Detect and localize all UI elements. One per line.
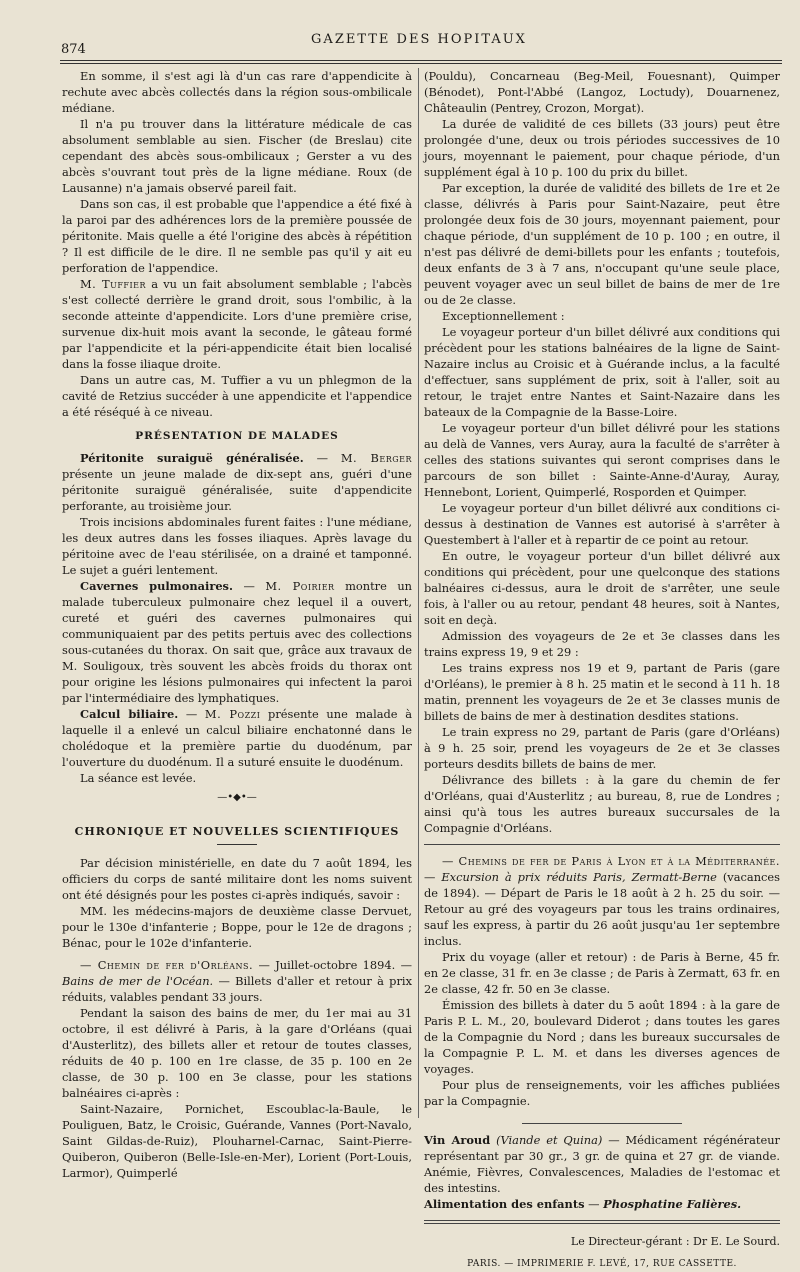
- advertisement: [424, 1132, 780, 1212]
- author-name: M. Poirier: [265, 579, 335, 593]
- paragraph: Le voyageur porteur d'un billet délivré pour les stations au delà de Vannes, vers Auray, aura la faculté de s'arrêter à celles des stations suivantes qui seront comprises dans le parcours de son billet : Sainte-Anne-d'Auray, Auray, Hennebont, Lorient, Quimperlé, Rosporden et Quimper.: [424, 421, 780, 499]
- paragraph: Délivrance des billets : à la gare du chemin de fer d'Orléans, quai d'Austerlitz ; au bureau, 8, rue de Londres ; ainsi qu'à tous les autres bureaux succursales de la Compagnie d'Orléans.: [424, 773, 780, 835]
- ad-subtitle: (Viande et Quina): [490, 1133, 609, 1147]
- divider: [217, 844, 257, 845]
- case-heading: Péritonite suraiguë généralisée.: [80, 451, 304, 465]
- author-name: M. Berger: [340, 451, 412, 465]
- column-divider: [418, 68, 419, 1118]
- paragraph: (Pouldu), Concarneau (Beg-Meil, Fouesnant), Quimper (Bénodet), Pont-l'Abbé (Langoz, Loctudy), Douarnenez, Châteaulin (Pentrey, Crozon, Morgat).: [424, 69, 780, 115]
- paragraph: La durée de validité de ces billets (33 jours) peut être prolongée d'une, deux ou trois périodes successives de 10 jours, moyennant le paiement, pour chaque période, d'un supplément égal à 10 p. 100 du prix du billet.: [424, 117, 780, 179]
- left-column: [62, 68, 412, 1181]
- paragraph: Pour plus de renseignements, voir les affiches publiées par la Compagnie.: [424, 1078, 780, 1108]
- paragraph: La séance est levée.: [80, 771, 197, 785]
- paragraph: MM. les médecins-majors de deuxième classe Dervuet, pour le 130e d'infanterie ; Boppe, pour le 12e de dragons ; Bénac, pour le 102e d'infanterie.: [62, 904, 412, 950]
- ornament: —•◆•—: [217, 792, 257, 803]
- paragraph: Le voyageur porteur d'un billet délivré aux conditions ci-dessus à destination de Vannes est autorisé à s'arrêter à Questembert à l'aller et à repartir de ce point au retour.: [424, 501, 780, 547]
- paragraph: Dans un autre cas, M. Tuffier a vu un phlegmon de la cavité de Retzius succéder à une appendicite et l'appendice a été réséqué à ce niveau.: [62, 373, 412, 419]
- paragraph: Calcul biliaire. — M. Pozzi présente une malade à laquelle il a enlevé un calcul biliaire enchatonné dans le cholédoque et la première partie du duodénum, par l'ouverture du duodénum. Il a suturé ensuite le duodénum.: [62, 707, 413, 769]
- paragraph: Exceptionnellement :: [442, 309, 565, 323]
- divider: [424, 1220, 780, 1224]
- notice-title: Excursion à prix réduits Paris, Zermatt-Berne: [441, 870, 717, 884]
- ad-body: Phosphatine Falières.: [603, 1197, 742, 1211]
- paragraph: Émission des billets à dater du 5 août 1894 : à la gare de Paris P. L. M., 20, boulevard Diderot ; dans toutes les gares de la Compagnie du Nord ; dans les bureaux succursales de la Compagnie P. L. M. et dans les diverses agences de voyages.: [424, 998, 780, 1076]
- divider: [522, 1123, 682, 1124]
- notice-title: Bains de mer de l'Océan.: [62, 974, 214, 988]
- case-heading: Calcul biliaire.: [80, 707, 179, 721]
- section-title: PRÉSENTATION DE MALADES: [135, 430, 339, 442]
- divider: [424, 844, 780, 845]
- paragraph: Trois incisions abdominales furent faites : l'une médiane, les deux autres dans les fosses iliaques. Après lavage du péritoine avec de l'eau stérilisée, on a drainé et tamponné. Le sujet a guéri lentement.: [62, 515, 412, 577]
- paragraph: Par décision ministérielle, en date du 7 août 1894, les officiers du corps de santé militaire dont les noms suivent ont été désignés pour les postes ci-après indiqués, savoir :: [62, 856, 412, 902]
- paragraph: Admission des voyageurs de 2e et 3e classes dans les trains express 19, 9 et 29 :: [424, 629, 780, 659]
- paragraph: [424, 853, 780, 949]
- section-title: CHRONIQUE ET NOUVELLES SCIENTIFIQUES: [74, 825, 400, 838]
- paragraph-text: présente un jeune malade de dix-sept ans, guéri d'une péritonite suraiguë généralisée, suite d'appendicite perforante, au troisième jour.: [62, 467, 412, 513]
- paragraph: Les trains express nos 19 et 9, partant de Paris (gare d'Orléans), le premier à 8 h. 25 matin et le second à 11 h. 18 matin, prennent les voyageurs de 2e et 3e classes munis de billets de bains de mer à destination desdites stations.: [424, 661, 780, 723]
- paragraph: Cavernes pulmonaires. — M. Poirier montre un malade tuberculeux pulmonaire chez lequel il a ouvert, cureté et guéri des cavernes pulmonaires qui communiquaient par des petits pertuis avec des collections sous-cutanées du thorax. On sait que, grâce aux travaux de M. Souligoux, très souvent les abcès froids du thorax ont pour origine les lésions pulmonaires qui infectent la paroi par l'intermédiaire des lymphatiques.: [62, 579, 413, 705]
- paragraph-text: montre un malade tuberculeux pulmonaire chez lequel il a ouvert, cureté et guéri des cavernes pulmonaires qui communiquaient par des petits pertuis avec des collections sous-cutanées du thorax. On sait que, grâce aux travaux de M. Souligoux, très souvent les abcès froids du thorax ont pour origine les lésions pulmonaires qui infectent la paroi par l'intermédiaire des lymphatiques.: [62, 579, 413, 705]
- paragraph-text: a vu un fait absolument semblable ; l'abcès s'est collecté derrière le grand droit, sous l'ombilic, à la seconde atteinte d'appendicite. Lors d'une première crise, survenue dix-huit mois avant la seconde, le gâteau formé par l'appendicite et la péri-appendicite était bien localisé dans la fosse iliaque droite.: [62, 277, 412, 371]
- paragraph: En somme, il s'est agi là d'un cas rare d'appendicite à rechute avec abcès collectés dans la région sous-ombilicale médiane.: [62, 69, 412, 115]
- ad-text: [424, 1132, 780, 1196]
- page-number: 874: [61, 42, 86, 57]
- paragraph: Par exception, la durée de validité des billets de 1re et 2e classe, délivrés à Paris pour Saint-Nazaire, peut être prolongée deux fois de 30 jours, moyennant paiement, pour chaque période, d'un supplément de 10 p. 100 ; en outre, il n'est pas délivré de demi-billets pour les enfants ; toutefois, deux enfants de 3 à 7 ans, n'occupant qu'une seule place, peuvent voyager avec un seul billet de bains de mer de 1re ou de 2e classe.: [424, 181, 780, 307]
- page-header: [55, 28, 783, 58]
- paragraph-text: — Juillet-octobre 1894. —: [253, 958, 412, 972]
- paragraph: Péritonite suraiguë généralisée. — M. Berger présente un jeune malade de dix-sept ans, guéri d'une péritonite suraiguë généralisée, suite d'appendicite perforante, au troisième jour.: [62, 451, 412, 513]
- paragraph: En outre, le voyageur porteur d'un billet délivré aux conditions qui précèdent, pour une quelconque des stations balnéaires ci-dessus, aura le droit de s'arrêter, une seule fois, à l'aller ou au retour, pendant 48 heures, soit à Nantes, soit en deçà.: [424, 549, 780, 627]
- paragraph: Saint-Nazaire, Pornichet, Escoublac-la-Baule, le Pouliguen, Batz, le Croisic, Guérande, Vannes (Port-Navalo, Saint Gildas-de-Ruiz), Plouharnel-Carnac, Saint-Pierre-Quiberon, Quiberon (Belle-Isle-en-Mer), Lorient (Port-Louis, Larmor), Quimperlé: [62, 1102, 412, 1180]
- right-column: [424, 68, 780, 1272]
- paragraph-text: —: [424, 870, 442, 884]
- paragraph: Le voyageur porteur d'un billet délivré aux conditions qui précèdent pour les stations balnéaires de la ligne de Saint-Nazaire inclus au Croisic et à Guérande inclus, a la faculté d'effectuer, sans supplément de prix, soit à l'aller, soit au retour, le trajet entre Nantes et Saint-Nazaire dans les bateaux de la Compagnie de la Basse-Loire.: [424, 325, 780, 419]
- paragraph: Dans son cas, il est probable que l'appendice a été fixé à la paroi par des adhérences lors de la première poussée de péritonite. Mais quelle a été l'origine des abcès à répétition ? Il est difficile de le dire. Il ne semble pas qu'il y ait eu perforation de l'appendice.: [62, 197, 412, 275]
- signature: Le Directeur-gérant : Dr E. Le Sourd.: [570, 1235, 780, 1248]
- case-heading: Cavernes pulmonaires.: [80, 579, 233, 593]
- paragraph-text: — Billets d'aller et retour à prix réduits, valables pendant 33 jours.: [62, 974, 412, 1004]
- paragraph-text: présente une malade à laquelle il a enlevé un calcul biliaire enchatonné dans le cholédoque et la première partie du duodénum, par l'ouverture du duodénum. Il a suturé ensuite le duodénum.: [62, 707, 413, 769]
- ad-heading: Vin Aroud: [424, 1133, 491, 1147]
- author-name: M. Tuffier: [80, 277, 146, 291]
- ad-heading: Alimentation des enfants: [424, 1197, 585, 1211]
- paragraph: [62, 957, 412, 1005]
- ad-body: — Médicament régénérateur représentant par 30 gr., 3 gr. de quina et 27 gr. de viande. Anémie, Fièvres, Convalescences, Maladies de l'estomac et des intestins.: [424, 1133, 780, 1195]
- paragraph: Il n'a pu trouver dans la littérature médicale de cas absolument semblable au sien. Fischer (de Breslau) cite cependant des abcès sous-ombilicaux ; Gerster a vu des abcès s'ouvrant tout près de la ligne médiane. Roux (de Lausanne) n'a jamais observé pareil fait.: [62, 117, 412, 195]
- paragraph-text: (vacances de 1894). — Départ de Paris le 18 août à 2 h. 25 du soir. — Retour au gré des voyageurs par tous les trains ordinaires, sauf les express, à partir du 26 août jusqu'au 1er septembre inclus.: [424, 870, 781, 948]
- imprint: PARIS. — IMPRIMERIE F. LEVÉ, 17, RUE CASSETTE.: [467, 1259, 737, 1269]
- paragraph: Pendant la saison des bains de mer, du 1er mai au 31 octobre, il est délivré à Paris, à la gare d'Orléans (quai d'Austerlitz), des billets aller et retour de toutes classes, réduits de 40 p. 100 en 1re classe, de 35 p. 100 en 2e classe, de 30 p. 100 en 3e classe, pour les stations balnéaires ci-après :: [62, 1006, 412, 1100]
- paragraph: [62, 276, 412, 372]
- paragraph: Le train express no 29, partant de Paris (gare d'Orléans) à 9 h. 25 soir, prend les voyageurs de 2e et 3e classes porteurs desdits billets de bains de mer.: [424, 725, 780, 771]
- ad-dash: —: [584, 1197, 604, 1211]
- author-name: M. Pozzi: [204, 707, 261, 721]
- company-name: — Chemin de fer d'Orléans.: [80, 958, 254, 972]
- company-name: — Chemins de fer de Paris à Lyon et à la Méditerranée.: [442, 854, 780, 868]
- paragraph: Prix du voyage (aller et retour) : de Paris à Berne, 45 fr. en 2e classe, 31 fr. en 3e classe ; de Paris à Zermatt, 63 fr. en 2e classe, 42 fr. 50 en 3e classe.: [424, 950, 780, 996]
- header-rule: [60, 60, 782, 64]
- journal-title: GAZETTE DES HOPITAUX: [311, 32, 527, 47]
- ad-text: [424, 1196, 780, 1212]
